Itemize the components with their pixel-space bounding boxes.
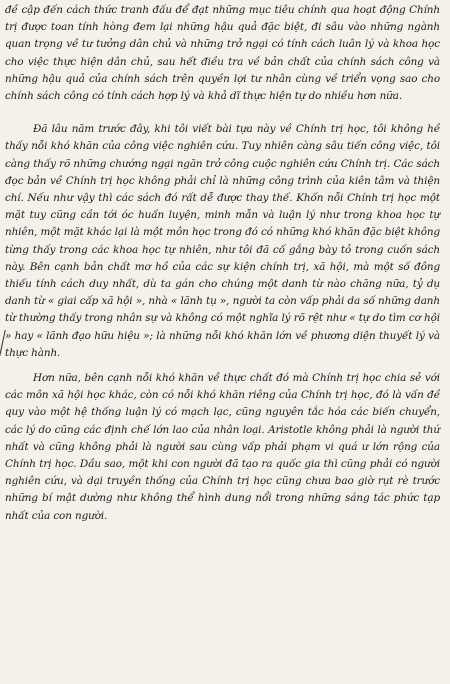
paragraph-1: đề cập đến cách thức tranh đấu để đạt những mục tiêu chính qua hoạt động Chính trị được toan tính hòng đem lại những hậu quả đặc biệt, đi sâu vào những ngành quan trọng về tư tưởng dân chủ và những trở ngại có tính cách luân lý và khoa học cho việc thực hiện dân chủ, sau hết điều tra về bản chất của chính sách công và những hậu quả của chính sách trên quyền lợi tư nhân cùng về triển vọng sao cho chính sách công có tính cách hợp lý và khả dĩ thực hiện tự do nhiều hơn nữa. bbox=[5, 4, 440, 103]
paragraph-2: Đã lâu năm trước đây, khi tôi viết bài tựa này về Chính trị học, tôi không hề thấy nỗi khó khăn của công việc nghiên cứu. Tuy nhiên càng sâu tiến công việc, tôi càng thấy rõ những chướng ngại ngăn trở công cuộc nghiên cứu Chính trị. Các sách đọc bản về Chính trị học không phải chỉ là những công trình của kiên tâm và thiện chí. Nếu như vậy thì các sách đó rất dễ được thay thế. Khốn nỗi Chính trị học một mặt tuy cũng cần tới óc huấn luyện, minh mẫn và luận lý như trong khoa học tự nhiên, một mặt khác lại là một môn học trong đó có những khó khăn đặc biệt không từng thấy trong các khoa học tự nhiên, như tôi đã cố gắng bày tỏ trong cuốn sách này. Bên cạnh bản chất mơ hồ của các sự kiện chính trị, xã hội, mà một số đông thiếu tính cách duy nhất, dù ta gán cho chúng một danh từ nào chăng nữa, tỷ dụ danh từ « giai cấp xã hội », nhà « lãnh tụ », người ta còn vấp phải da số những danh từ thường thấy trong nhân sự và không có một nghĩa lý rõ rệt như « tự do tìm cơ hội » hay « lãnh đạo hữu hiệu »; là những nỗi khó khăn lớn về phương diện thuyết lý và thực hành. bbox=[5, 123, 440, 359]
paragraph-3: Hơn nữa, bên cạnh nỗi khó khăn về thực chất đó mà Chính trị học chia sẻ với các môn xã hội học khác, còn có nỗi khó khăn riêng của Chính trị học, đó là vấn đề quy vào một hệ thống luận lý có mạch lạc, cũng nguyên tắc hóa các biến chuyển, các lý do cũng các định chế lớn lao của nhân loại. Aristotle không phải là người thứ nhất và cũng không phải là người sau cùng vấp phải phạm vi quá ư lớn rộng của Chính trị học. Dầu sao, một khi con người đã tạo ra quốc gia thì cũng phải có người nghiên cứu, và dại truyền thống của Chính trị học cũng chưa bao giờ rụt rè trước những bí mật dường như không thể hình dung nổi trong những sáng tác phức tạp nhất của con người. bbox=[5, 372, 440, 522]
